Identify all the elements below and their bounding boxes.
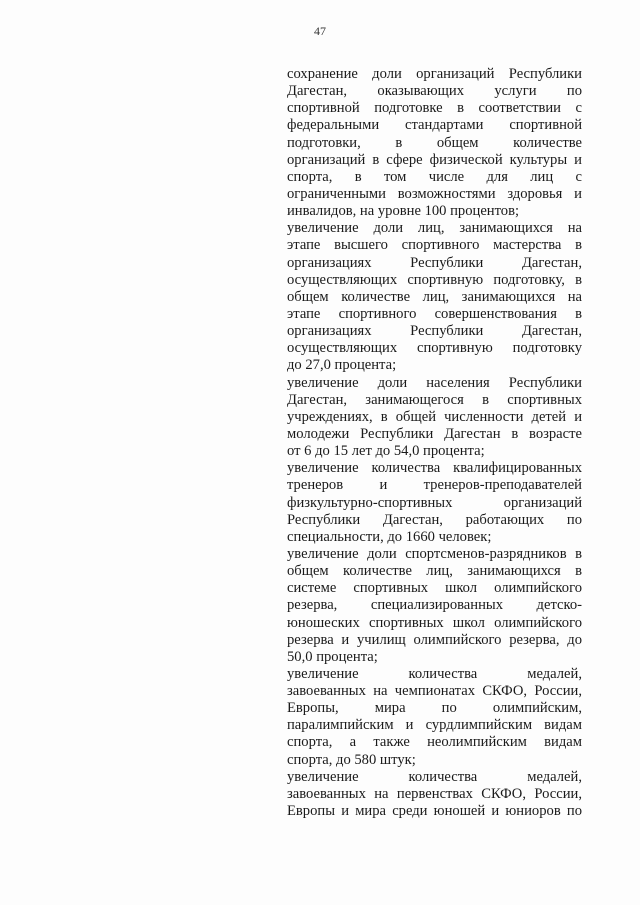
- text-line: завоеванных на чемпионатах СКФО, России,: [287, 683, 582, 700]
- text-line: спортивной подготовке в соответствии с: [287, 100, 582, 117]
- text-line: сохранение доли организаций Республики: [287, 66, 582, 82]
- text-line: увеличение доли лиц, занимающихся на: [287, 220, 582, 237]
- text-line: завоеванных на первенствах СКФО, России,: [287, 785, 582, 802]
- text-line: спорта, а также неолимпийским видам: [287, 734, 582, 751]
- text-line: спорта, в том числе для лиц с: [287, 168, 582, 185]
- text-line: увеличение количества медалей,: [287, 665, 582, 682]
- text-line: специальности, до 1660 человек;: [287, 528, 492, 545]
- text-line: увеличение доли населения Республики: [287, 374, 582, 391]
- text-line: резерва, специализированных детско-: [287, 597, 582, 614]
- text-line: спорта, до 580 штук;: [287, 751, 416, 768]
- text-line: организациях Республики Дагестан,: [287, 254, 582, 271]
- text-line: подготовки, в общем количестве: [287, 134, 582, 151]
- text-line: Дагестан, занимающегося в спортивных: [287, 391, 582, 408]
- text-line: организациях Республики Дагестан,: [287, 323, 582, 340]
- text-line: системе спортивных школ олимпийского: [287, 580, 582, 597]
- text-line: Дагестан, оказывающих услуги по: [287, 83, 582, 100]
- text-line: тренеров и тренеров-преподавателей: [287, 477, 582, 494]
- text-line: общем количестве лиц, занимающихся в: [287, 563, 582, 580]
- text-line: от 6 до 15 лет до 54,0 процента;: [287, 443, 485, 460]
- text-line: инвалидов, на уровне 100 процентов;: [287, 203, 520, 220]
- text-line: общем количестве лиц, занимающихся на: [287, 288, 582, 305]
- text-line: этапе высшего спортивного мастерства в: [287, 237, 582, 254]
- text-line: осуществляющих спортивную подготовку: [287, 340, 582, 357]
- text-line: учреждениях, в общей численности детей и: [287, 408, 582, 425]
- text-line: юношеских спортивных школ олимпийского: [287, 614, 582, 631]
- text-line: организаций в сфере физической культуры и: [287, 151, 582, 168]
- body-text: [287, 66, 582, 820]
- text-line: Европы и мира среди юношей и юниоров по: [287, 803, 582, 820]
- text-line: паралимпийским и сурдлимпийским видам: [287, 717, 582, 734]
- text-line: осуществляющих спортивную подготовку, в: [287, 271, 582, 288]
- text-line: физкультурно-спортивных организаций: [287, 494, 582, 511]
- text-line: увеличение доли спортсменов-разрядников в: [287, 545, 582, 562]
- text-line: до 27,0 процента;: [287, 357, 397, 374]
- text-line: федеральными стандартами спортивной: [287, 117, 582, 134]
- text-line: Европы, мира по олимпийским,: [287, 700, 582, 717]
- text-line: Республики Дагестан, работающих по: [287, 511, 582, 528]
- text-line: резерва и училищ олимпийского резерва, до: [287, 631, 582, 648]
- text-line: 50,0 процента;: [287, 648, 378, 665]
- text-line: увеличение количества квалифицированных: [287, 460, 582, 477]
- text-line: ограниченными возможностями здоровья и: [287, 185, 582, 202]
- text-line: увеличение количества медалей,: [287, 768, 582, 785]
- page-number: 47: [314, 24, 326, 38]
- text-line: молодежи Республики Дагестан в возрасте: [287, 425, 582, 442]
- text-line: этапе спортивного совершенствования в: [287, 305, 582, 322]
